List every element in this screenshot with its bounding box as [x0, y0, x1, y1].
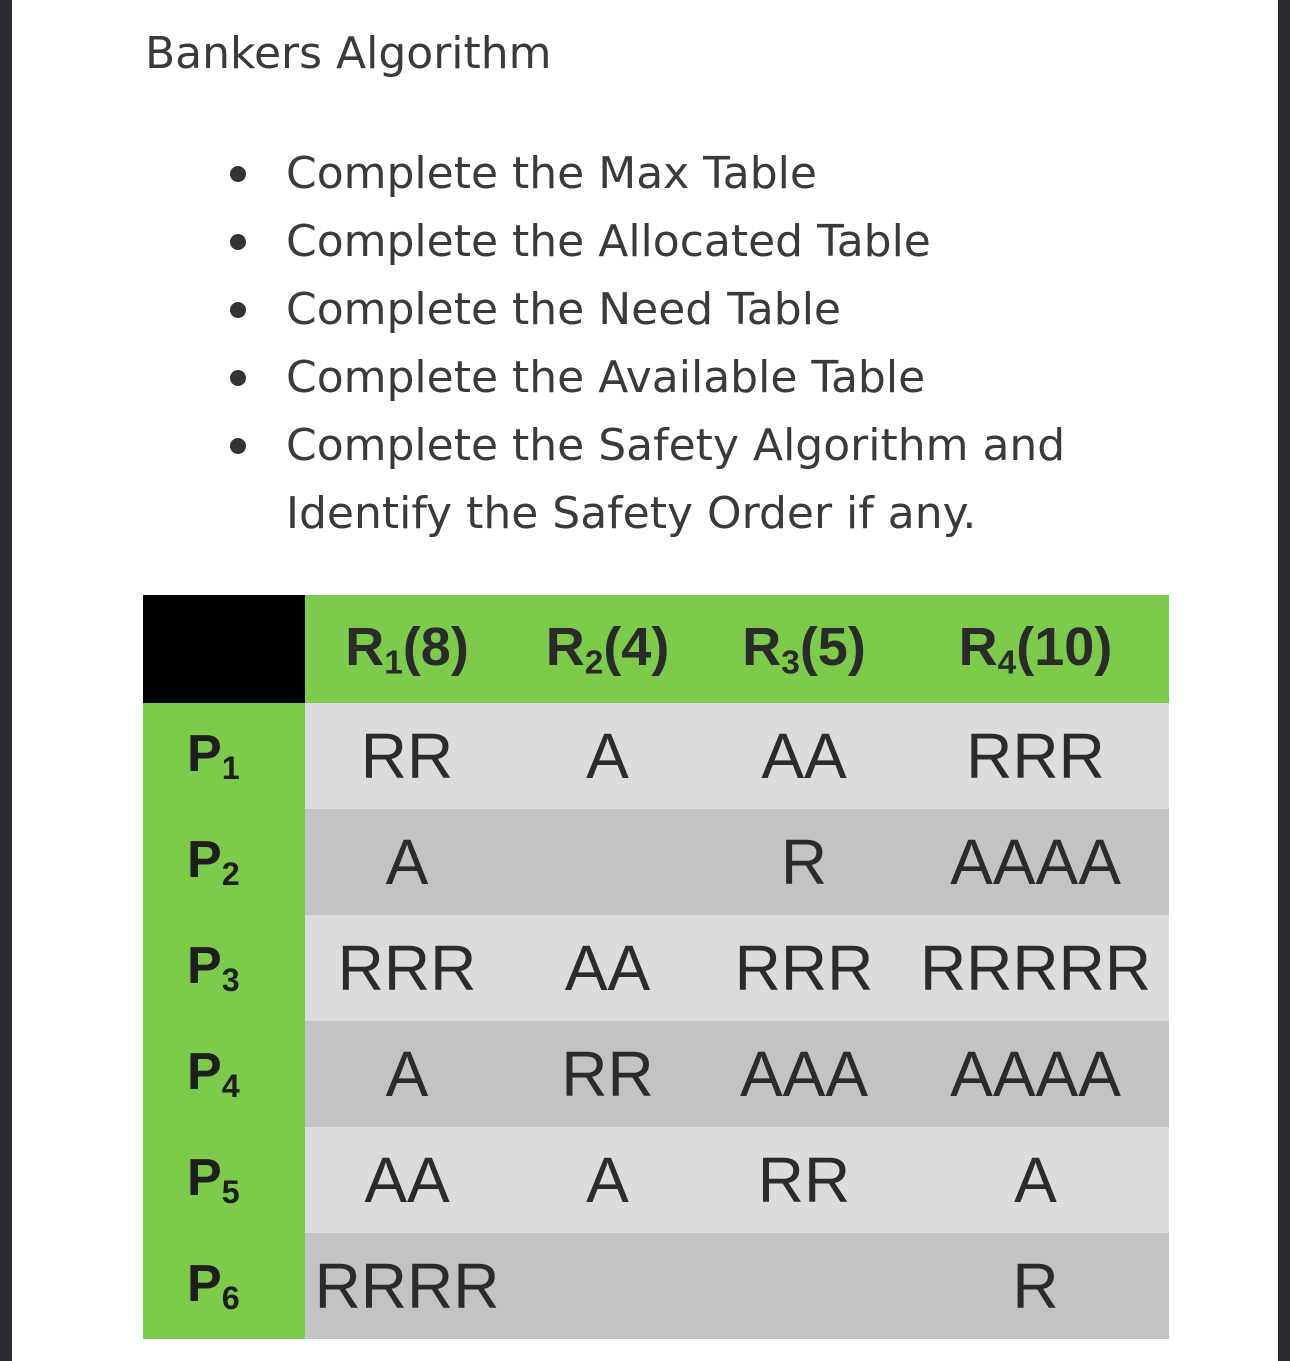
table-row: [143, 1021, 1169, 1127]
table-row: [143, 1127, 1169, 1233]
column-header-r3: $R_3(5)$: [706, 595, 902, 703]
table-cell: A: [509, 1127, 706, 1233]
table-cell: A: [509, 703, 706, 809]
task-item: Complete the Available Table: [230, 344, 1130, 412]
table-cell: AA: [305, 1127, 509, 1233]
table-cell: RRRRR: [902, 915, 1169, 1021]
table-cell: A: [305, 809, 509, 915]
column-header-r4: $R_4(10)$: [902, 595, 1169, 703]
header-row: [143, 595, 1169, 703]
table-cell: RRR: [706, 915, 902, 1021]
row-label-p2: $P_2$: [143, 809, 305, 915]
corner-cell: [143, 595, 305, 703]
table-cell: AAAA: [902, 809, 1169, 915]
page-title: Bankers Algorithm: [145, 28, 552, 79]
column-header-r1: $R_1(8)$: [305, 595, 509, 703]
table-cell: RR: [305, 703, 509, 809]
table-cell: A: [902, 1127, 1169, 1233]
resource-table: [143, 595, 1169, 1339]
table-cell: R: [902, 1233, 1169, 1339]
table-row: [143, 915, 1169, 1021]
table-cell: [509, 1233, 706, 1339]
document-page: [12, 0, 1278, 1361]
row-label-p6: $P_6$: [143, 1233, 305, 1339]
column-header-r2: $R_2(4)$: [509, 595, 706, 703]
table-cell: RRR: [305, 915, 509, 1021]
task-item: Complete the Allocated Table: [230, 208, 1130, 276]
table-cell: RRR: [902, 703, 1169, 809]
table-row: [143, 809, 1169, 915]
row-label-p1: $P_1$: [143, 703, 305, 809]
task-item: Complete the Safety Algorithm and Identify the Safety Order if any.: [230, 412, 1130, 548]
table-cell: AAA: [706, 1021, 902, 1127]
table-cell: [706, 1233, 902, 1339]
table-cell: AAAA: [902, 1021, 1169, 1127]
table-cell: RRRR: [305, 1233, 509, 1339]
table-cell: [509, 809, 706, 915]
task-list: [230, 140, 1130, 548]
task-item: Complete the Need Table: [230, 276, 1130, 344]
row-label-p4: $P_4$: [143, 1021, 305, 1127]
table-cell: AA: [509, 915, 706, 1021]
table-row: [143, 1233, 1169, 1339]
table-cell: R: [706, 809, 902, 915]
row-label-p3: $P_3$: [143, 915, 305, 1021]
table-cell: AA: [706, 703, 902, 809]
row-label-p5: $P_5$: [143, 1127, 305, 1233]
table-cell: RR: [706, 1127, 902, 1233]
table-cell: RR: [509, 1021, 706, 1127]
task-item: Complete the Max Table: [230, 140, 1130, 208]
table-row: [143, 703, 1169, 809]
table-cell: A: [305, 1021, 509, 1127]
